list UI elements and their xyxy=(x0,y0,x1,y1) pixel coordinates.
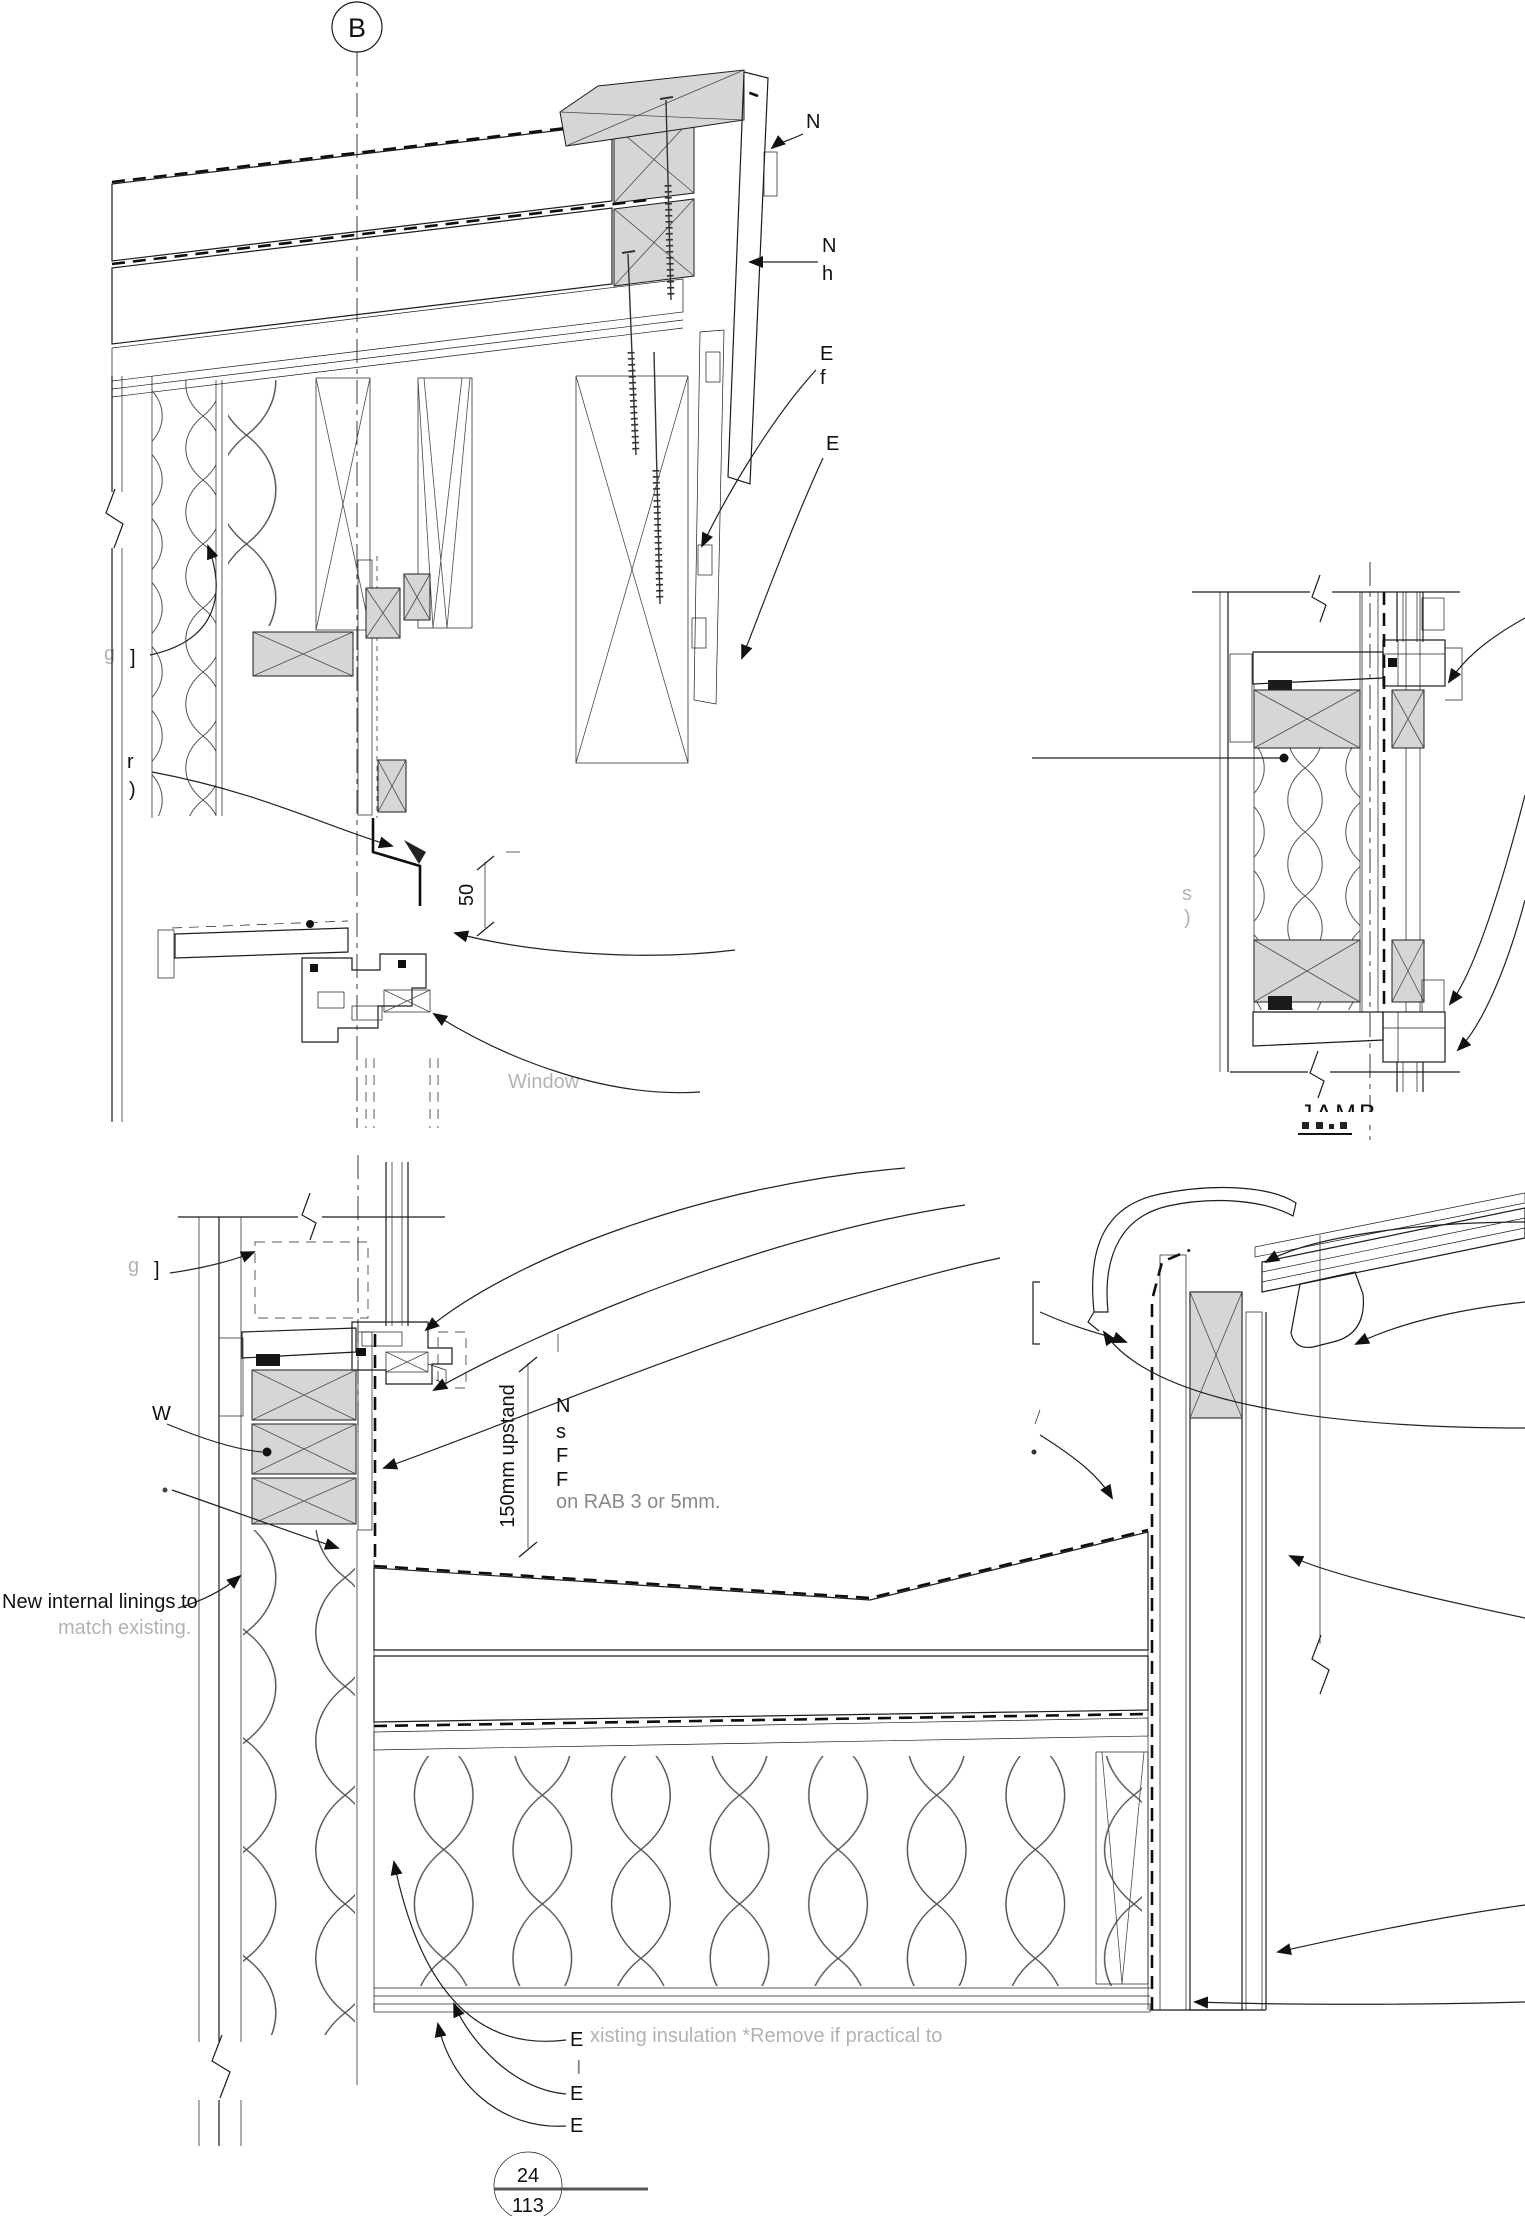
svg-text:g: g xyxy=(104,643,116,665)
svg-text:N: N xyxy=(806,111,821,133)
svg-text:g: g xyxy=(128,1255,140,1277)
svg-text:E: E xyxy=(820,343,834,365)
svg-text:F: F xyxy=(556,1469,569,1491)
svg-text:I: I xyxy=(576,2057,582,2079)
ref-bubble xyxy=(494,2152,648,2216)
dimension-150-upstand xyxy=(497,1334,558,1557)
head-detail xyxy=(98,70,839,1128)
sill-detail xyxy=(2,1155,1525,2146)
jamb-fragment: s xyxy=(1182,883,1192,905)
parapet-upstand xyxy=(1148,1250,1266,2010)
svg-text:N: N xyxy=(822,235,837,257)
roof-timber-blocks xyxy=(614,116,694,286)
svg-text:on RAB 3 or 5mm.: on RAB 3 or 5mm. xyxy=(556,1491,721,1513)
svg-text:match existing.: match existing. xyxy=(58,1617,192,1639)
leader-arrow xyxy=(1266,1222,1525,1262)
break-symbol xyxy=(98,489,132,548)
svg-text:f: f xyxy=(820,367,826,389)
dim-50-text: 50 xyxy=(456,883,478,907)
window-frame-section xyxy=(302,954,426,1042)
leader-dot xyxy=(263,1448,272,1457)
wall-framing xyxy=(112,376,688,1122)
leader-arrow xyxy=(455,933,735,955)
leader-arrow xyxy=(384,1258,1000,1468)
leader-arrow xyxy=(1458,900,1525,1050)
ref-sheet: 113 xyxy=(512,2195,544,2216)
svg-text:h: h xyxy=(822,263,834,285)
window-head xyxy=(158,818,438,1128)
dimension-50 xyxy=(456,852,520,936)
dashed-frame-outline xyxy=(255,1242,368,1318)
glazing-lines xyxy=(1397,1062,1423,1092)
svg-text:E: E xyxy=(570,2115,584,2137)
jamb-title xyxy=(1292,1100,1416,1134)
grid-line-b xyxy=(332,2,382,1128)
window-ghost-label: Window xyxy=(508,1071,580,1093)
svg-text:]: ] xyxy=(130,647,136,669)
internal-linings-label: New internal linings to xyxy=(2,1591,198,1613)
leader-arrow xyxy=(1449,618,1525,682)
leader-arrow xyxy=(1290,1556,1525,1618)
roof-buildup xyxy=(374,1530,1150,2012)
svg-text:]: ] xyxy=(154,1259,160,1281)
glazing-lines xyxy=(386,1162,408,1326)
fascia-clip xyxy=(764,152,777,196)
jamb-detail xyxy=(1032,562,1525,1140)
svg-text:s: s xyxy=(556,1421,566,1443)
svg-text:xisting insulation *Remove if: xisting insulation *Remove if practical to xyxy=(590,2025,943,2047)
svg-text:E: E xyxy=(570,2029,584,2051)
svg-text:r: r xyxy=(127,751,134,773)
grid-bubble-label: B xyxy=(347,13,367,43)
svg-text:W: W xyxy=(152,1403,171,1425)
ref-number: 24 xyxy=(516,2165,540,2187)
svg-text:): ) xyxy=(129,779,136,801)
svg-text:N: N xyxy=(556,1395,571,1417)
glazing-lines xyxy=(1397,592,1423,642)
svg-text:E: E xyxy=(826,433,840,455)
coping-and-glazing-bar xyxy=(1088,1188,1525,1696)
leader-arrow xyxy=(434,1205,965,1390)
jamb-fragment: ) xyxy=(1184,907,1191,929)
leader-arrow xyxy=(1450,795,1525,1004)
leader-arrow xyxy=(1356,1302,1525,1344)
leader-arrow xyxy=(1278,1905,1525,1952)
dim-150-text: 150mm upstand xyxy=(497,1384,519,1528)
fascia-board xyxy=(728,72,768,484)
faded-note-block xyxy=(556,1395,721,1513)
svg-text:F: F xyxy=(556,1445,569,1467)
sill-packers xyxy=(252,1370,356,1524)
leader-arrow xyxy=(1195,2002,1525,2004)
leader-dot xyxy=(1280,754,1289,763)
upstand-label-fragments xyxy=(1032,1282,1127,1498)
leader-arrow xyxy=(426,1168,905,1330)
svg-text:E: E xyxy=(570,2083,584,2105)
